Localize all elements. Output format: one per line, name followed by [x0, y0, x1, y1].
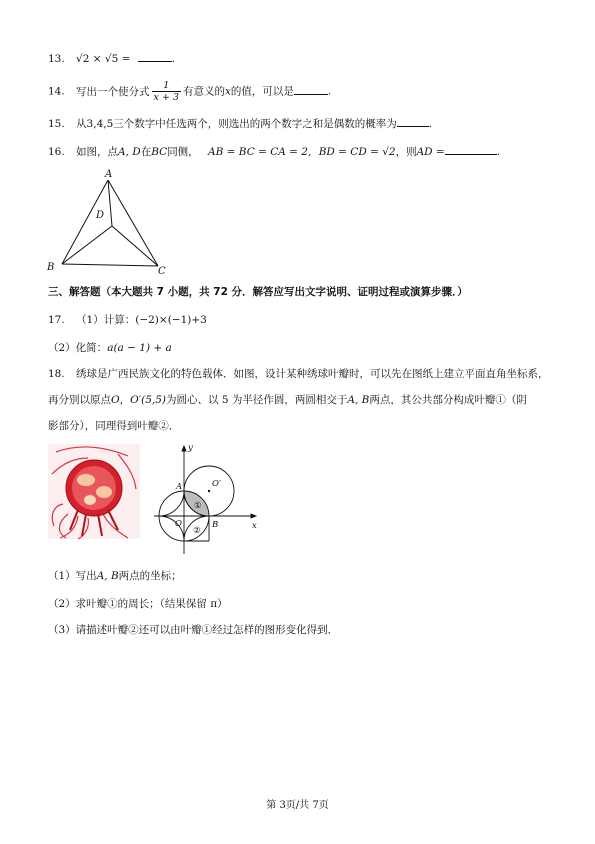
question-18-part-1: （1）写出A, B两点的坐标；: [48, 570, 182, 582]
label-o-prime: O′: [212, 479, 221, 489]
question-14: 14. 写出一个使分式 $\frac{1}{x + 3}$ 有意义的x的值，可以是 .: [48, 80, 332, 103]
answer-blank-13[interactable]: [138, 52, 172, 62]
point-o-prime: [208, 490, 210, 492]
segment-bd: [62, 226, 112, 264]
answer-blank-15[interactable]: [397, 117, 429, 127]
label-c: C: [158, 266, 166, 277]
question-16: 16. 如图，点A, D在BC同侧， AB = BC = CA = 2, BD = CD = √2，则AD = .: [48, 146, 501, 158]
label-o: O: [175, 519, 182, 529]
label-b: B: [47, 262, 55, 273]
x-axis-arrow: [251, 514, 256, 518]
y-axis-arrow: [182, 446, 186, 451]
segment-ad: [108, 180, 112, 226]
section-3-heading: 三、解答题（本大题共 7 小题，共 72 分．解答应写出文字说明、证明过程或演算步骤．）: [48, 286, 468, 298]
question-17-part-2: （2）化简：a(a − 1) + a: [48, 342, 172, 354]
q13-expression: √2 × √5 =: [76, 53, 131, 65]
question-15: 15. 从3,4,5三个数字中任选两个，则选出的两个数字之和是偶数的概率为 .: [48, 118, 433, 130]
label-d: D: [96, 210, 105, 221]
q14-fraction: $\frac{1}{x + 3}$: [153, 80, 179, 103]
segment-bc: [62, 264, 158, 266]
question-13: 13. √2 × √5 = .: [48, 53, 176, 65]
label-a: A: [176, 482, 183, 492]
segment-cd: [112, 226, 158, 266]
q17-expression-2: a(a − 1) + a: [107, 342, 172, 354]
label-b: B: [212, 520, 219, 530]
label-leaf-2: ②: [193, 526, 201, 536]
segment-ab: [62, 180, 108, 264]
embroidered-ball-image: [48, 444, 140, 539]
question-18-part-2: （2）求叶瓣①的周长；（结果保留 π）: [48, 598, 228, 610]
answer-blank-14[interactable]: [294, 85, 328, 95]
question-18-part-3: （3）请描述叶瓣②还可以由叶瓣①经过怎样的图形变化得到．: [48, 624, 339, 636]
label-x: x: [252, 521, 257, 531]
q17-expression-1: (−2)×(−1)+3: [135, 314, 207, 326]
answer-blank-16[interactable]: [445, 145, 497, 155]
label-a: A: [105, 169, 113, 180]
label-y: y: [188, 443, 193, 453]
page-footer: 第 3页/共 7页: [266, 800, 329, 811]
question-18-line-3: 影部分），同理得到叶瓣②．: [48, 420, 180, 432]
leaf-figure: [148, 438, 266, 560]
label-leaf-1: ①: [194, 501, 202, 511]
question-18-line-1: 18. 绣球是广西民族文化的特色载体．如图，设计某种绣球叶瓣时，可以先在图纸上建立平面直角坐标系，: [48, 368, 549, 380]
triangle-figure: [40, 166, 180, 278]
question-18-line-2: 再分别以原点O，O′(5,5)为圆心、以 5 为半径作圆，两圆相交于A, B两点，其公共部分构成叶瓣①（阴: [48, 394, 527, 406]
segment-ac: [108, 180, 158, 266]
question-17-part-1: 17. （1）计算：(−2)×(−1)+3: [48, 314, 207, 326]
